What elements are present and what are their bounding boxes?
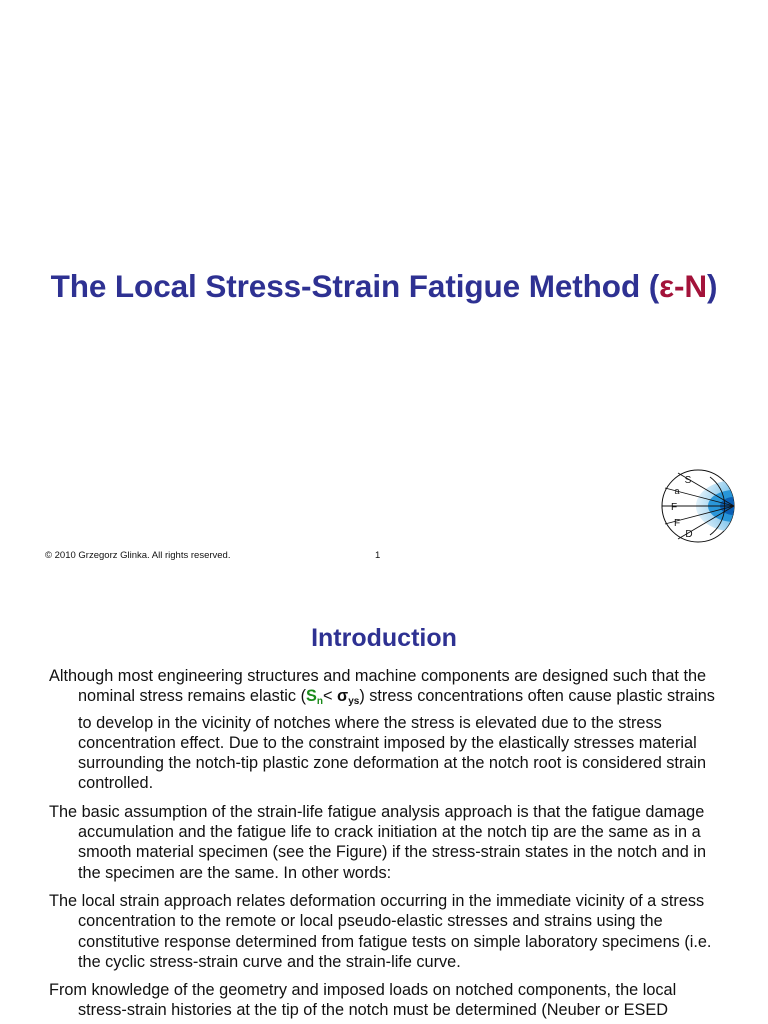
logo-letter-f1: F [670, 502, 678, 513]
copyright-notice: © 2010 Grzegorz Glinka. All rights reserved. [45, 550, 231, 561]
paragraph-3: The local strain approach relates deformation occurring in the immediate vicinity of a stress concentration to the remote or local pseudo-elastic stresses and strains using the constitutive response determined from fatigue tests on simple laboratory specimens (i.e. the cyclic stress-strain curve and the strain-life curve. [49, 891, 712, 971]
paragraph-1-text-a: Although most engineering structures and machine components are designed such that the nominal stress remains elastic ( [49, 667, 707, 706]
symbol-sigma-ys [337, 687, 360, 708]
slide-2 [0, 578, 768, 1024]
symbol-s-n [306, 687, 323, 708]
logo-letter-f2: F [673, 518, 681, 529]
symbol-sigma: σ [337, 687, 349, 706]
slide-title [0, 268, 768, 305]
symbol-s-subscript: n [316, 696, 323, 708]
page-number: 1 [375, 550, 381, 561]
title-en-symbol: ε-N [659, 268, 708, 304]
title-close-paren: ) [707, 268, 718, 304]
logo-letter-d: D [685, 529, 693, 540]
less-than-sign: < [323, 687, 338, 706]
logo-letter-a: a [674, 486, 680, 496]
title-text: The Local Stress-Strain Fatigue Method ( [50, 268, 660, 304]
body-text [49, 666, 725, 1024]
paragraph-2: The basic assumption of the strain-life fatigue analysis approach is that the fatigue damage accumulation and the fatigue life to crack initiation at the notch tip are the same as in a smooth material specimen (see the Figure) if the stress-strain states in the notch and in the specimen are the same. In other words: [49, 802, 707, 882]
symbol-s: S [306, 687, 317, 706]
symbol-sigma-subscript: ys [348, 696, 360, 708]
sa-ffd-logo-icon [658, 466, 738, 546]
paragraph-4: From knowledge of the geometry and imposed loads on notched components, the local stress-strain histories at the tip of the notch must be determined (Neuber or ESED [49, 981, 677, 1020]
paragraph-1-text-b: ) stress concentrations often cause plastic strains to develop in the vicinity of notches where the stress is elevated due to the stress concentration effect. Due to the constraint imposed by the elastically stresses material surrounding the notch-tip plastic zone deformation at the notch root is considered strain controlled. [78, 687, 715, 793]
section-heading: Introduction [311, 624, 457, 652]
logo-letter-s: S [684, 475, 692, 486]
paragraph-1 [49, 666, 725, 794]
